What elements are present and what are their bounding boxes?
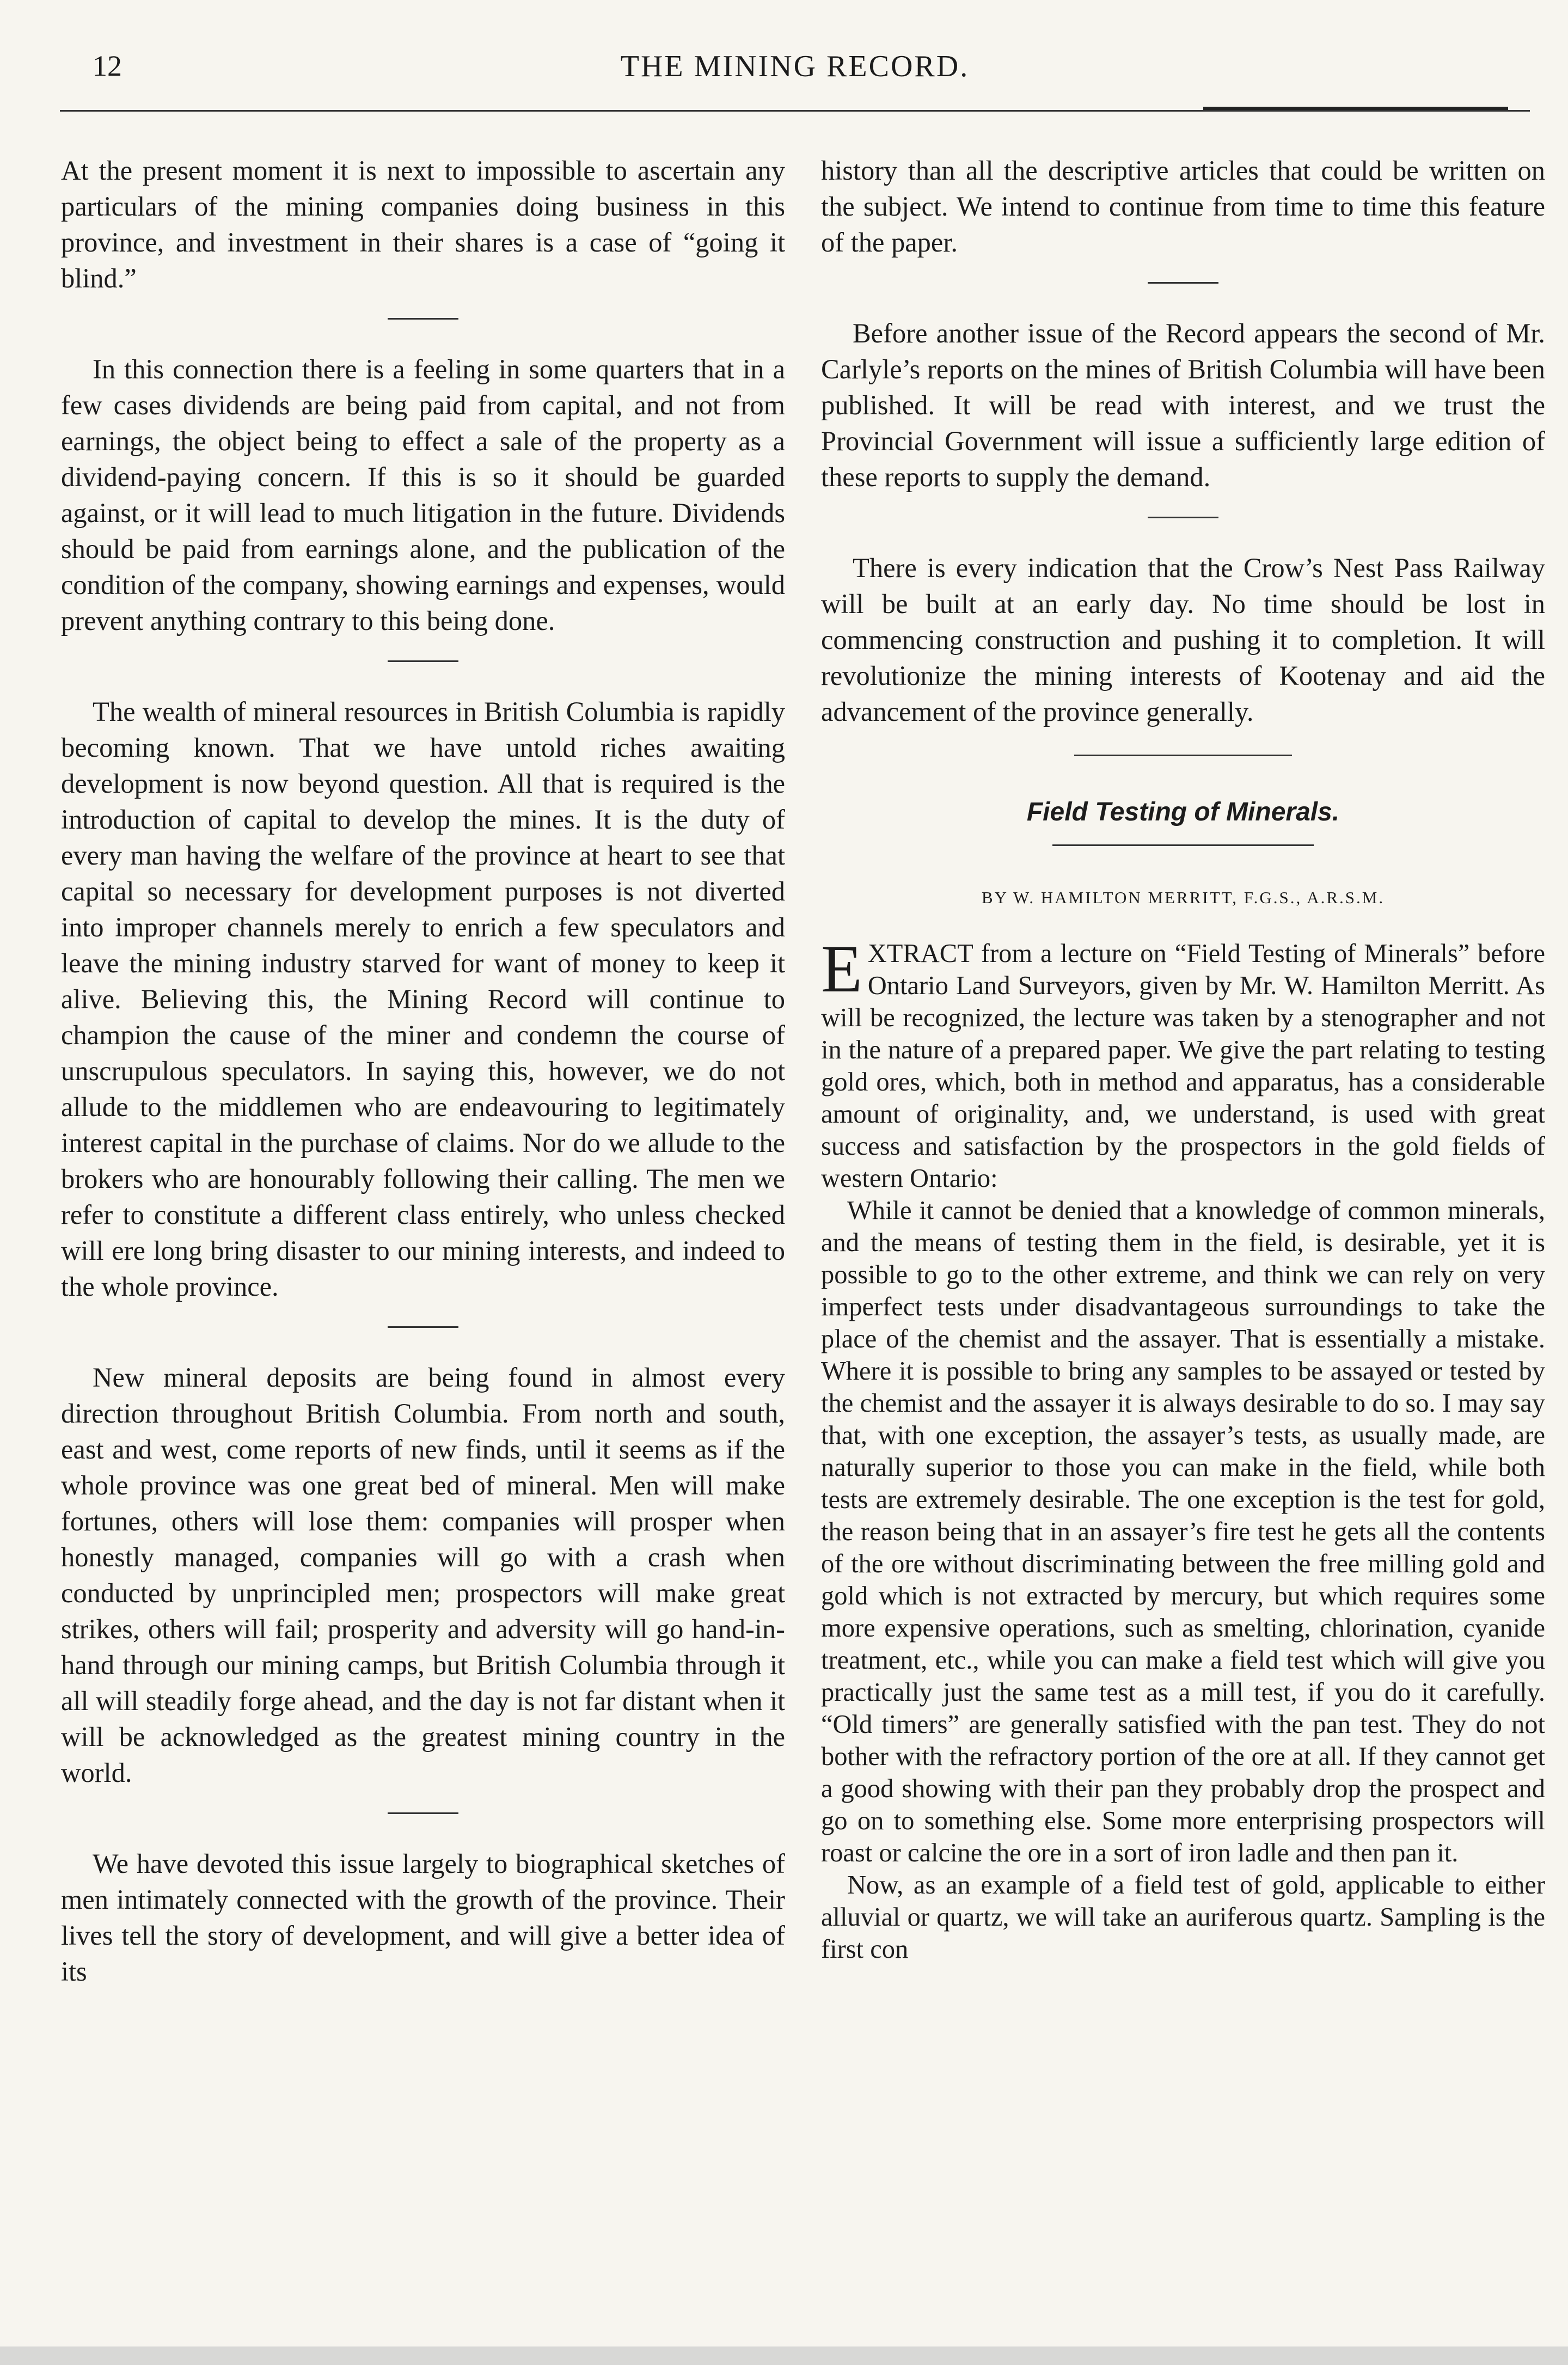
editorial-paragraph: history than all the descriptive articles that could be written on the subject. We intend to continue from time to time this feature of the paper. [821, 155, 1545, 258]
section-divider [388, 1812, 458, 1814]
editorial-paragraph: The wealth of mineral resources in British Columbia is rapidly becoming known. That we have untold riches awaiting development is now beyond question. All that is required is the introduction of capital to develop the mines. It is the duty of every man having the welfare of the province at heart to see that capital so necessary for development purposes is not diverted into improper channels merely to enrich a few speculators and leave the mining industry starved for want of money to keep it alive. Believing this, the Mining Record will continue to champion the cause of the miner and condemn the course of unscrupulous speculators. In saying this, however, we do not allude to the middlemen who are endeavouring to legitimately interest capital in the purchase of claims. Nor do we allude to the brokers who are honourably following their calling. The men we refer to constitute a different class entirely, who unless checked will ere long bring disaster to our mining interests, and indeed to the whole province. [61, 696, 785, 1302]
title-rule [1052, 844, 1314, 846]
article-paragraph-text: XTRACT from a lecture on “Field Testing of Minerals” before Ontario Land Surveyors, given by Mr. W. Hamilton Merritt. As will be recognized, the lecture was taken by a stenographer and not in the nature of a prepared paper. We give the part relating to testing gold ores, which, both in method and apparatus, has a considerable amount of originality, and, we understand, is used with great success and satisfaction by the prospectors in the gold fields of western Ontario: [821, 939, 1545, 1193]
article-paragraph: Now, as an example of a field test of gold, applicable to either alluvial or quartz, we will take an auriferous quartz. Sampling is the first con [821, 1871, 1545, 1964]
page-number: 12 [93, 50, 122, 82]
editorial-paragraph: In this connection there is a feeling in some quarters that in a few cases dividends are being paid from capital, and not from earnings, the object being to effect a sale of the property as a dividend-paying concern. If this is so it should be guarded against, or it will lead to much litigation in the future. Dividends should be paid from earnings alone, and the publication of the condition of the company, showing earnings and expenses, would prevent anything contrary to this being done. [61, 354, 785, 636]
running-title: THE MINING RECORD. [620, 50, 970, 83]
right-column [821, 152, 1545, 1965]
page-header [60, 49, 1530, 114]
editorial-paragraph: New mineral deposits are being found in almost every direction throughout British Columbia. From north and south, east and west, come reports of new finds, until it seems as if the whole province was one great bed of mineral. Men will make fortunes, others will lose them: companies will prosper when honestly managed, companies will go with a crash when conducted by unprincipled men; prospectors will make great strikes, others will fail; prosperity and adversity will go hand-in-hand through our mining camps, but British Columbia through it all will steadily forge ahead, and the day is not far distant when it will be acknowledged as the greatest mining country in the world. [61, 1362, 785, 1788]
article-paragraph: While it cannot be denied that a knowledge of common minerals, and the means of testing them in the field, is desirable, yet it is possible to go to the other extreme, and think we can rely on very imperfect tests under disadvantageous surroundings to take the place of the chemist and the assayer. That is essentially a mistake. Where it is possible to bring any samples to be assayed or tested by the chemist and the assayer it is always desirable to do so. I may say that, with one exception, the assayer’s tests, as usually made, are naturally superior to those you can make in the field, while both tests are extremely desirable. The one exception is the test for gold, the reason being that in an assayer’s fire test he gets all the contents of the ore without discriminating between the free milling gold and gold which is not extracted by mercury, but which requires some more expensive operations, such as smelting, chlorination, cyanide treatment, etc., while you can make a field test which will give you practically just the same test as a mill test, if you do it carefully. “Old timers” are generally satisfied with the pan test. They do not bother with the refractory portion of the ore at all. If they cannot get a good showing with their pan they probably drop the prospect and go on to something else. Some more enterprising prospectors will roast or calcine the ore in a sort of iron ladle and then pan it. [821, 1196, 1545, 1867]
section-divider [388, 1326, 458, 1328]
article-body [821, 932, 1545, 1965]
article-paragraph [821, 932, 1545, 1194]
article-divider [1074, 755, 1292, 756]
section-divider [1148, 517, 1218, 518]
section-divider [1148, 282, 1218, 284]
page-bottom-edge [0, 2346, 1568, 2365]
header-rule-accent [1203, 107, 1508, 110]
left-column [61, 152, 785, 1989]
drop-cap: E [821, 932, 862, 1006]
article-byline: BY W. HAMILTON MERRITT, F.G.S., A.R.S.M. [981, 888, 1385, 907]
editorial-paragraph: Before another issue of the Record appears the second of Mr. Carlyle’s reports on the mines of British Columbia will have been published. It will be read with interest, and we trust the Provincial Government will issue a sufficiently large edition of these reports to supply the demand. [821, 318, 1545, 492]
editorial-paragraph: We have devoted this issue largely to biographical sketches of men intimately connected with the growth of the province. Their lives tell the story of development, and will give a better idea of its [61, 1848, 785, 1987]
editorial-paragraph: There is every indication that the Crow’s Nest Pass Railway will be built at an early day. No time should be lost in commencing construction and pushing it to completion. It will revolutionize the mining interests of Kootenay and aid the advancement of the province generally. [821, 553, 1545, 727]
section-divider [388, 318, 458, 320]
header-rule [60, 110, 1530, 112]
editorial-paragraph: At the present moment it is next to impossible to ascertain any particulars of the mining companies doing business in this province, and investment in their shares is a case of “going it blind.” [61, 155, 785, 293]
article-title: Field Testing of Minerals. [1026, 798, 1340, 826]
section-divider [388, 660, 458, 662]
